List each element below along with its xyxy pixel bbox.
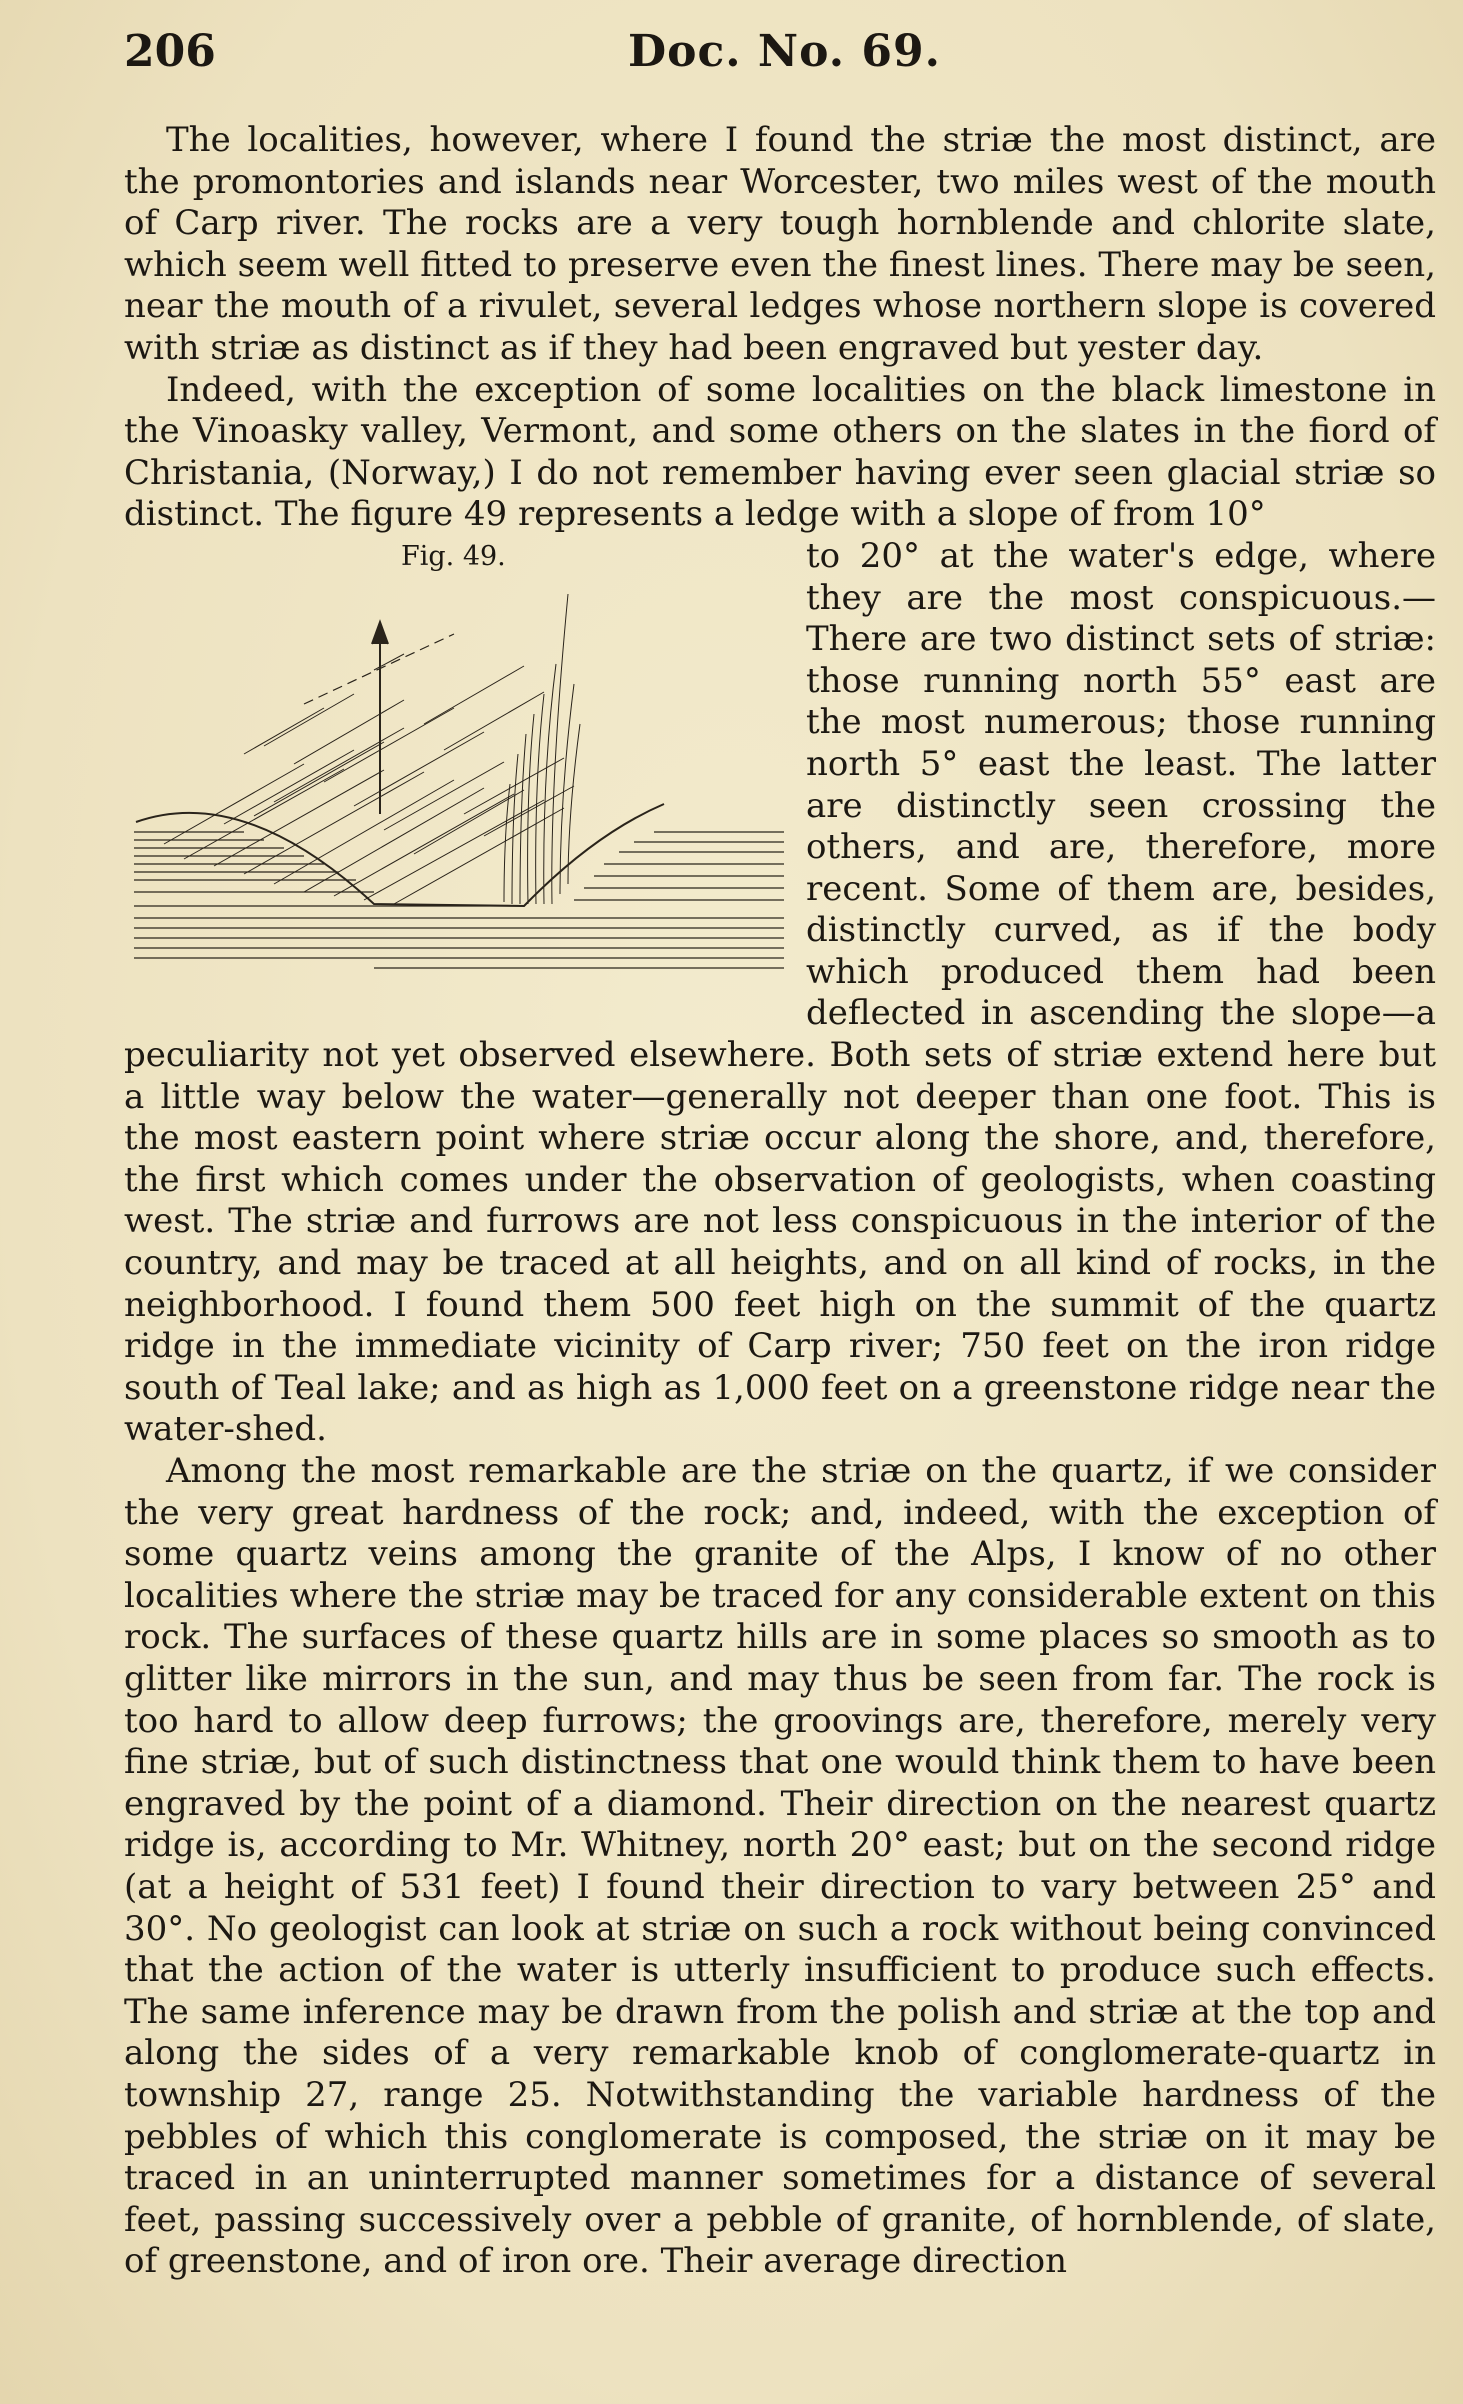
north-arrow [372, 622, 388, 814]
page-header [124, 26, 1424, 86]
figure-caption: Fig. 49. [401, 540, 506, 572]
striae-ledge-illustration [124, 574, 786, 986]
paragraph-3: Among the most remarkable are the striæ on the quartz, if we consider the very great hardness of the rock; and, indeed, with the exception of some quartz veins among the granite of the Alps, I know of no other localities where the striæ may be traced for any considerable extent on this rock. The surfaces of these quartz hills are in some places so smooth as to glitter like mirrors in the sun, and may thus be seen from far. The rock is too hard to allow deep furrows; the groovings are, therefore, merely very fine striæ, but of such distinctness that one would think them to have been engraved by the point of a diamond. Their direction on the nearest quartz ridge is, according to Mr. Whitney, north 20° east; but on the second ridge (at a height of 531 feet) I found their direction to vary between 25° and 30°. No geologist can look at striæ on such a rock without being convinced that the action of the water is utterly insufficient to produce such effects. The same inference may be drawn from the polish and striæ at the top and along the sides of a very remarkable knob of conglomerate-quartz in township 27, range 25. Notwithstanding the variable hardness of the pebbles of which this conglomerate is composed, the striæ on it may be traced in an uninterrupted manner sometimes for a distance of several feet, passing successively over a pebble of granite, of hornblende, of slate, of greenstone, and of iron ore. Their average direction [124, 1451, 1436, 2282]
body-text [124, 120, 1436, 2283]
running-head: Doc. No. 69. [628, 26, 941, 77]
page-number: 206 [124, 26, 216, 77]
figure-49 [124, 536, 786, 994]
paragraph-2-opening: Indeed, with the exception of some localities on the black limestone in the Vinoasky valley, Vermont, and some others on the slates in the fiord of Christania, (Norway,) I do not remember having ever seen glacial striæ so distinct. The figure 49 represents a ledge with a slope of from 10° [124, 369, 1436, 535]
water-lines [134, 832, 784, 968]
paragraph-1: The localities, however, where I found the striæ the most distinct, are the promontories and islands near Worcester, two miles west of the mouth of Carp river. The rocks are a very tough hornblende and chlorite slate, which seem well fitted to preserve even the finest lines. There may be seen, near the mouth of a rivulet, several ledges whose northern slope is covered with striæ as distinct as if they had been engraved but yester day. [124, 120, 1436, 368]
north-striae [504, 594, 580, 904]
paragraph-2-continuation: to 20° at the water's edge, where they are the most conspicuous.—There are two distinct sets of striæ: those running north 55° east are the most numerous; those running north 5° east the least. The latter are distinctly seen crossing the others, and are, therefore, more recent. Some of them are, besides, distinctly curved, as if the body which produced them had been deflected in ascending the slope—a peculiarity not yet observed elsewhere. Both sets of striæ extend here but a little way below the water—generally not deeper than one foot. This is the most eastern point where striæ occur along the shore, and, therefore, the first which comes under the observation of geologists, when coasting west. The striæ and furrows are not less conspicuous in the interior of the country, and may be traced at all heights, and on all kind of rocks, in the neighborhood. I found them 500 feet high on the summit of the quartz ridge in the immediate vicinity of Carp river; 750 feet on the iron ridge south of Teal lake; and as high as 1,000 feet on a greenstone ridge near the water-shed. [124, 535, 1436, 1450]
